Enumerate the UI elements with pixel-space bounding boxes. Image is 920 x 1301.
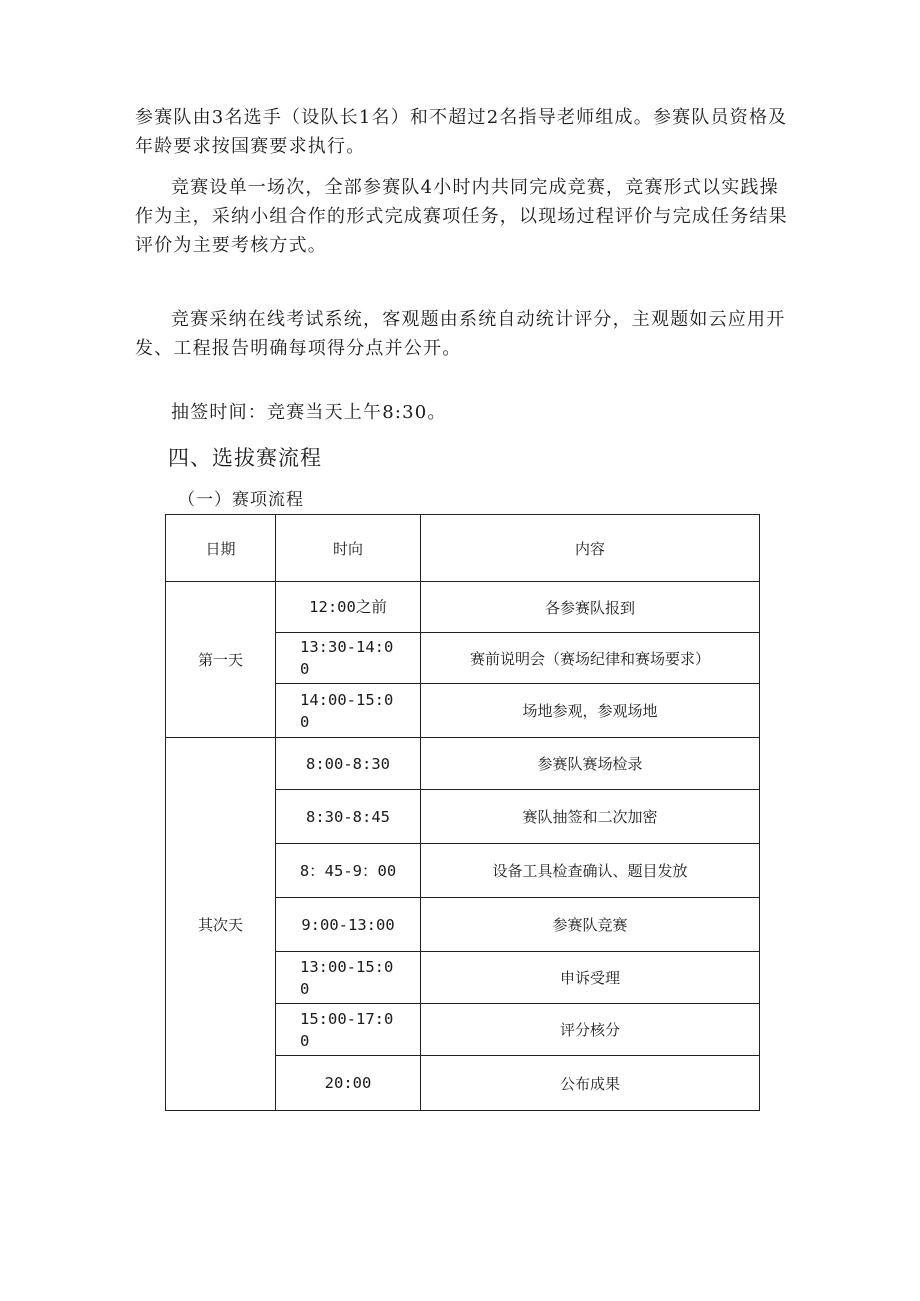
paragraph-exam-system: 竞赛采纳在线考试系统，客观题由系统自动统计评分，主观题如云应用开发、工程报告明确每项得分点并公开。 xyxy=(135,309,786,359)
time-cell: 8:30-8:45 xyxy=(276,790,421,844)
content-cell: 各参赛队报到 xyxy=(421,582,760,633)
time-cell: 9:00-13:00 xyxy=(276,898,421,952)
day-label: 第一天 xyxy=(166,582,276,738)
schedule-table xyxy=(165,514,760,1111)
time-text: 14:00-15:00 xyxy=(300,690,394,731)
content-cell: 参赛队赛场检录 xyxy=(421,738,760,790)
time-cell: 12:00之前 xyxy=(276,582,421,633)
time-cell xyxy=(276,633,421,684)
day-label: 其次天 xyxy=(166,738,276,1111)
paragraph-competition-format: 竞赛设单一场次，全部参赛队4小时内共同完成竞赛，竞赛形式以实践操作为主，采纳小组合作的形式完成赛项任务，以现场过程评价与完成任务结果评价为主要考核方式。 xyxy=(135,177,788,256)
header-date: 日期 xyxy=(166,515,276,582)
time-cell: 8：45-9：00 xyxy=(276,844,421,898)
time-cell xyxy=(276,952,421,1004)
time-cell: 20:00 xyxy=(276,1056,421,1111)
section-heading: 四、选拔赛流程 xyxy=(168,446,322,470)
content-cell: 申诉受理 xyxy=(421,952,760,1004)
content-cell: 赛队抽签和二次加密 xyxy=(421,790,760,844)
content-cell: 场地参观，参观场地 xyxy=(421,684,760,738)
time-cell xyxy=(276,684,421,738)
time-cell: 8:00-8:30 xyxy=(276,738,421,790)
time-text: 13:00-15:00 xyxy=(300,957,394,998)
paragraph-draw-time: 抽签时间：竞赛当天上午8:30。 xyxy=(171,402,447,423)
header-time: 时向 xyxy=(276,515,421,582)
subsection-heading: （一）赛项流程 xyxy=(178,490,304,510)
paragraph-team-composition: 参赛队由3名选手（设队长1名）和不超过2名指导老师组成。参赛队员资格及年龄要求按国赛要求执行。 xyxy=(135,107,788,157)
time-text: 13:30-14:00 xyxy=(300,638,394,678)
time-text: 15:00-17:00 xyxy=(300,1009,394,1050)
table-header-row xyxy=(166,515,760,582)
table-row xyxy=(166,582,760,633)
header-content: 内容 xyxy=(421,515,760,582)
table-row xyxy=(166,738,760,790)
content-cell: 参赛队竞赛 xyxy=(421,898,760,952)
content-cell: 设备工具检查确认、题目发放 xyxy=(421,844,760,898)
time-cell xyxy=(276,1004,421,1056)
content-cell: 公布成果 xyxy=(421,1056,760,1111)
content-cell: 评分核分 xyxy=(421,1004,760,1056)
content-cell: 赛前说明会（赛场纪律和赛场要求） xyxy=(421,633,760,684)
